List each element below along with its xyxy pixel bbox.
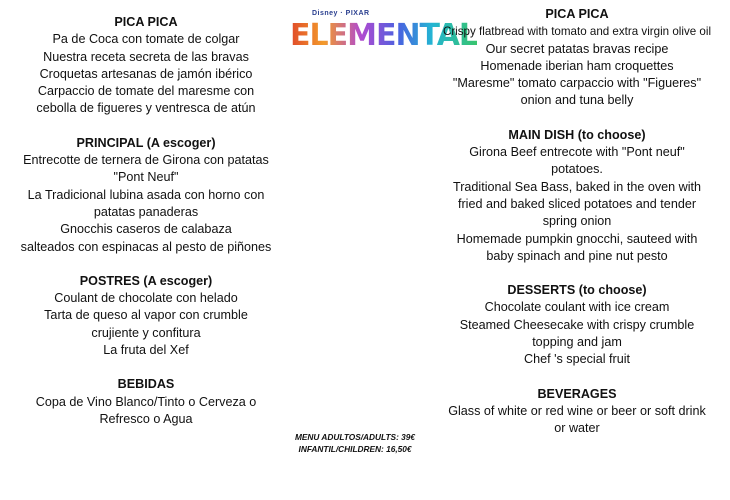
menu-item: Coulant de chocolate con helado	[54, 291, 238, 306]
bebidas-section-es	[8, 376, 284, 428]
menu-item: Pa de Coca con tomate de colgar	[52, 32, 240, 47]
menu-item: onion and tuna belly	[520, 93, 634, 108]
price-block	[230, 432, 480, 455]
menu-item: La Tradicional lubina asada con horno con	[27, 187, 265, 202]
section-heading: PRINCIPAL (A escoger)	[76, 135, 216, 150]
menu-item: Traditional Sea Bass, baked in the oven with	[452, 179, 702, 194]
menu-item: spring onion	[542, 214, 612, 229]
menu-item: Carpaccio de tomate del maresme con	[37, 84, 255, 99]
menu-item: Homemade pumpkin gnocchi, sauteed with	[456, 231, 698, 246]
pica-pica-section-es	[8, 14, 284, 118]
menu-item: baby spinach and pine nut pesto	[486, 248, 668, 263]
menu-item: Refresco o Agua	[99, 411, 193, 426]
menu-item: Gnocchis caseros de calabaza	[60, 222, 232, 237]
menu-item: Chocolate coulant with ice cream	[484, 300, 670, 315]
menu-item: Crispy flatbread with tomato and extra virgin olive oil	[442, 25, 712, 39]
section-heading: PICA PICA	[114, 15, 178, 29]
main-dish-section-en	[432, 127, 722, 265]
section-heading: POSTRES (A escoger)	[79, 273, 213, 288]
menu-item: La fruta del Xef	[103, 343, 189, 358]
menu-item: Copa de Vino Blanco/Tinto o Cerveza o	[35, 394, 257, 409]
menu-item: topping and jam	[532, 335, 622, 350]
menu-item: fried and baked sliced potatoes and tender	[457, 196, 697, 211]
menu-item: Steamed Cheesecake with crispy crumble	[459, 317, 695, 332]
section-heading: DESSERTS (to choose)	[507, 283, 647, 298]
section-heading: BEBIDAS	[117, 377, 175, 392]
menu-item: Chef 's special fruit	[524, 352, 630, 367]
menu-item: Entrecotte de ternera de Girona con patatas	[23, 153, 269, 168]
menu-item: Homenade iberian ham croquettes	[480, 58, 674, 73]
menu-item: Girona Beef entrecote with "Pont neuf"	[469, 145, 685, 160]
desserts-section-en	[432, 282, 722, 368]
adult-price: MENU ADULTOS/ADULTS: 39€	[294, 432, 415, 442]
disney-pixar-brand: Disney · PIXAR	[312, 10, 370, 17]
pica-pica-section-en	[432, 6, 722, 110]
menu-item: potatoes.	[551, 162, 603, 177]
elemental-logo	[286, 10, 478, 56]
children-price: INFANTIL/CHILDREN: 16,50€	[298, 443, 412, 454]
menu-item: Glass of white or red wine or beer or soft drink	[448, 403, 706, 418]
spanish-menu-column	[8, 14, 284, 428]
menu-item: or water	[554, 421, 600, 436]
menu-item: Nuestra receta secreta de las bravas	[43, 49, 249, 64]
postres-section-es	[8, 273, 284, 359]
menu-item: cebolla de figueres y ventresca de atún	[36, 101, 256, 116]
beverages-section-en	[432, 386, 722, 438]
menu-item: salteados con espinacas al pesto de piñones	[20, 239, 272, 254]
menu-item: "Pont Neuf"	[113, 170, 179, 185]
principal-section-es	[8, 135, 284, 256]
menu-item: crujiente y confitura	[91, 325, 201, 340]
section-heading: MAIN DISH (to choose)	[508, 127, 646, 142]
menu-item: Tarta de queso al vapor con crumble	[44, 308, 248, 323]
elemental-wordmark: ELEMENTAL	[290, 18, 478, 53]
menu-item: patatas panaderas	[93, 204, 199, 219]
section-heading: PICA PICA	[545, 7, 609, 21]
menu-item: "Maresme" tomato carpaccio with "Figueres"	[452, 76, 702, 91]
section-heading: BEVERAGES	[537, 386, 617, 401]
menu-item: Our secret patatas bravas recipe	[485, 41, 669, 56]
english-menu-column	[432, 6, 722, 438]
menu-item: Croquetas artesanas de jamón ibérico	[39, 66, 253, 81]
